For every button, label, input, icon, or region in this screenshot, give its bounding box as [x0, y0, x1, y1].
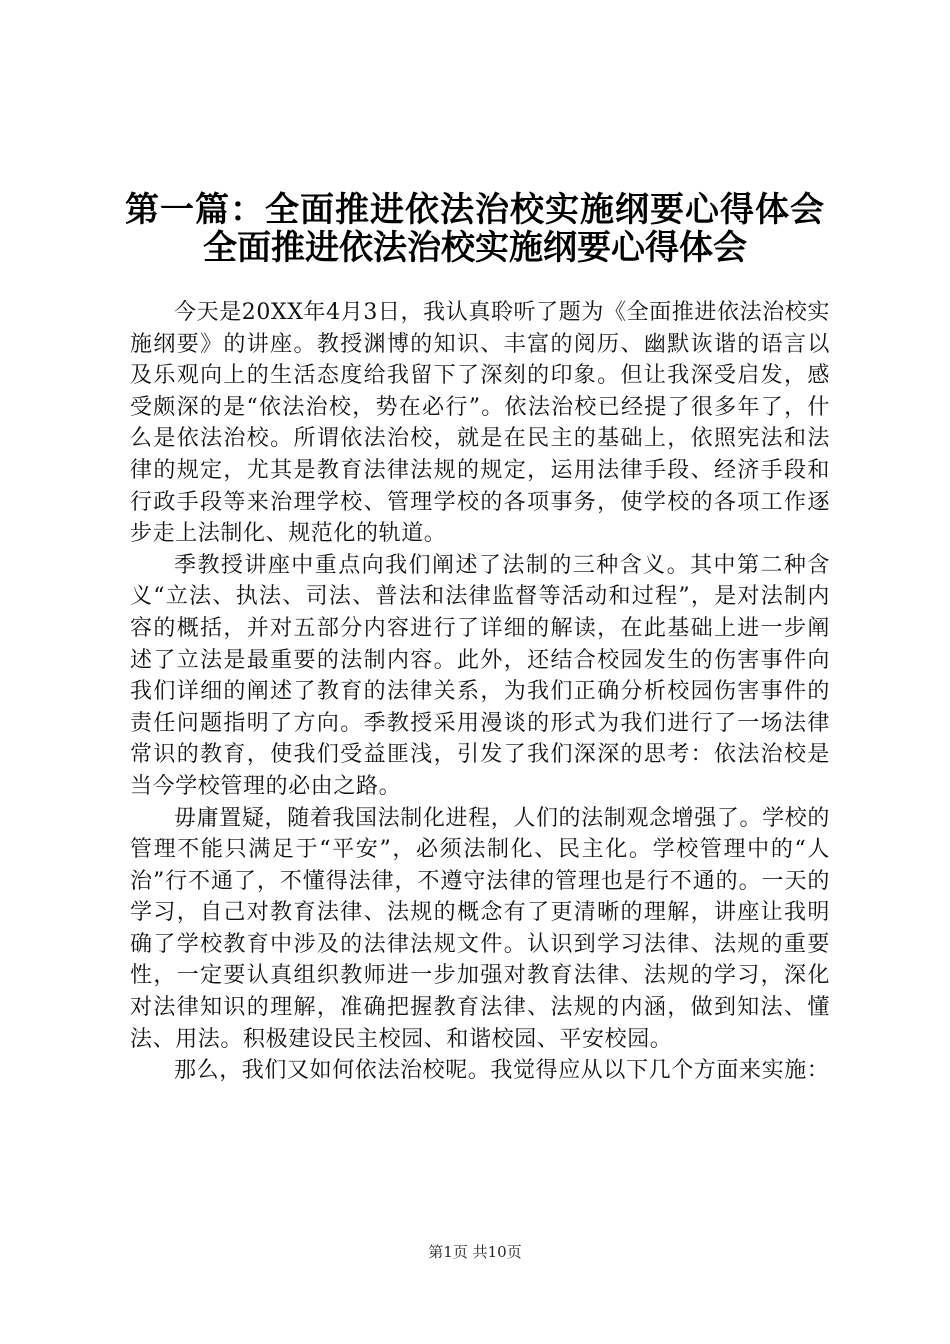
document-title: 第一篇：全面推进依法治校实施纲要心得体会 — [125, 190, 825, 230]
body-paragraph: 季教授讲座中重点向我们阐述了法制的三种含义。其中第二种含义“立法、执法、司法、普法和法律监督等活动和过程”，是对法制内容的概括，并对五部分内容进行了详细的解读，在此基础上进一步阐述了立法是最重要的法制内容。此外，还结合校园发生的伤害事件向我们详细的阐述了教育的法律关系，为我们正确分析校园伤害事件的责任问题指明了方向。季教授采用漫谈的形式为我们进行了一场法律常识的教育，使我们受益匪浅，引发了我们深深的思考：依法治校是当今学校管理的必由之路。 — [130, 552, 830, 799]
body-paragraph: 那么，我们又如何依法治校呢。我觉得应从以下几个方面来实施： — [174, 1058, 830, 1084]
body-paragraph: 今天是20XX年4月3日，我认真聆听了题为《全面推进依法治校实施纲要》的讲座。教授渊博的知识、丰富的阅历、幽默诙谐的语言以及乐观向上的生活态度给我留下了深刻的印象。但让我深受启发，感受颇深的是“依法治校，势在必行”。依法治校已经提了很多年了，什么是依法治校。所谓依法治校，就是在民主的基础上，依照宪法和法律的规定，尤其是教育法律法规的规定，运用法律手段、经济手段和行政手段等来治理学校、管理学校的各项事务，使学校的各项工作逐步走上法制化、规范化的轨道。 — [130, 300, 830, 547]
body-paragraph: 毋庸置疑，随着我国法制化进程，人们的法制观念增强了。学校的管理不能只满足于“平安”，必须法制化、民主化。学校管理中的“人治”行不通了，不懂得法律，不遵守法律的管理也是行不通的。一天的学习，自己对教育法律、法规的概念有了更清晰的理解，讲座让我明确了学校教育中涉及的法律法规文件。认识到学习法律、法规的重要性，一定要认真组织教师进一步加强对教育法律、法规的学习，深化对法律知识的理解，准确把握教育法律、法规的内涵，做到知法、懂法、用法。积极建设民主校园、和谐校园、平安校园。 — [130, 805, 830, 1052]
document-subtitle: 全面推进依法治校实施纲要心得体会 — [203, 228, 747, 268]
page-footer: 第1页 共10页 — [428, 1243, 522, 1261]
document-body — [130, 297, 830, 1087]
